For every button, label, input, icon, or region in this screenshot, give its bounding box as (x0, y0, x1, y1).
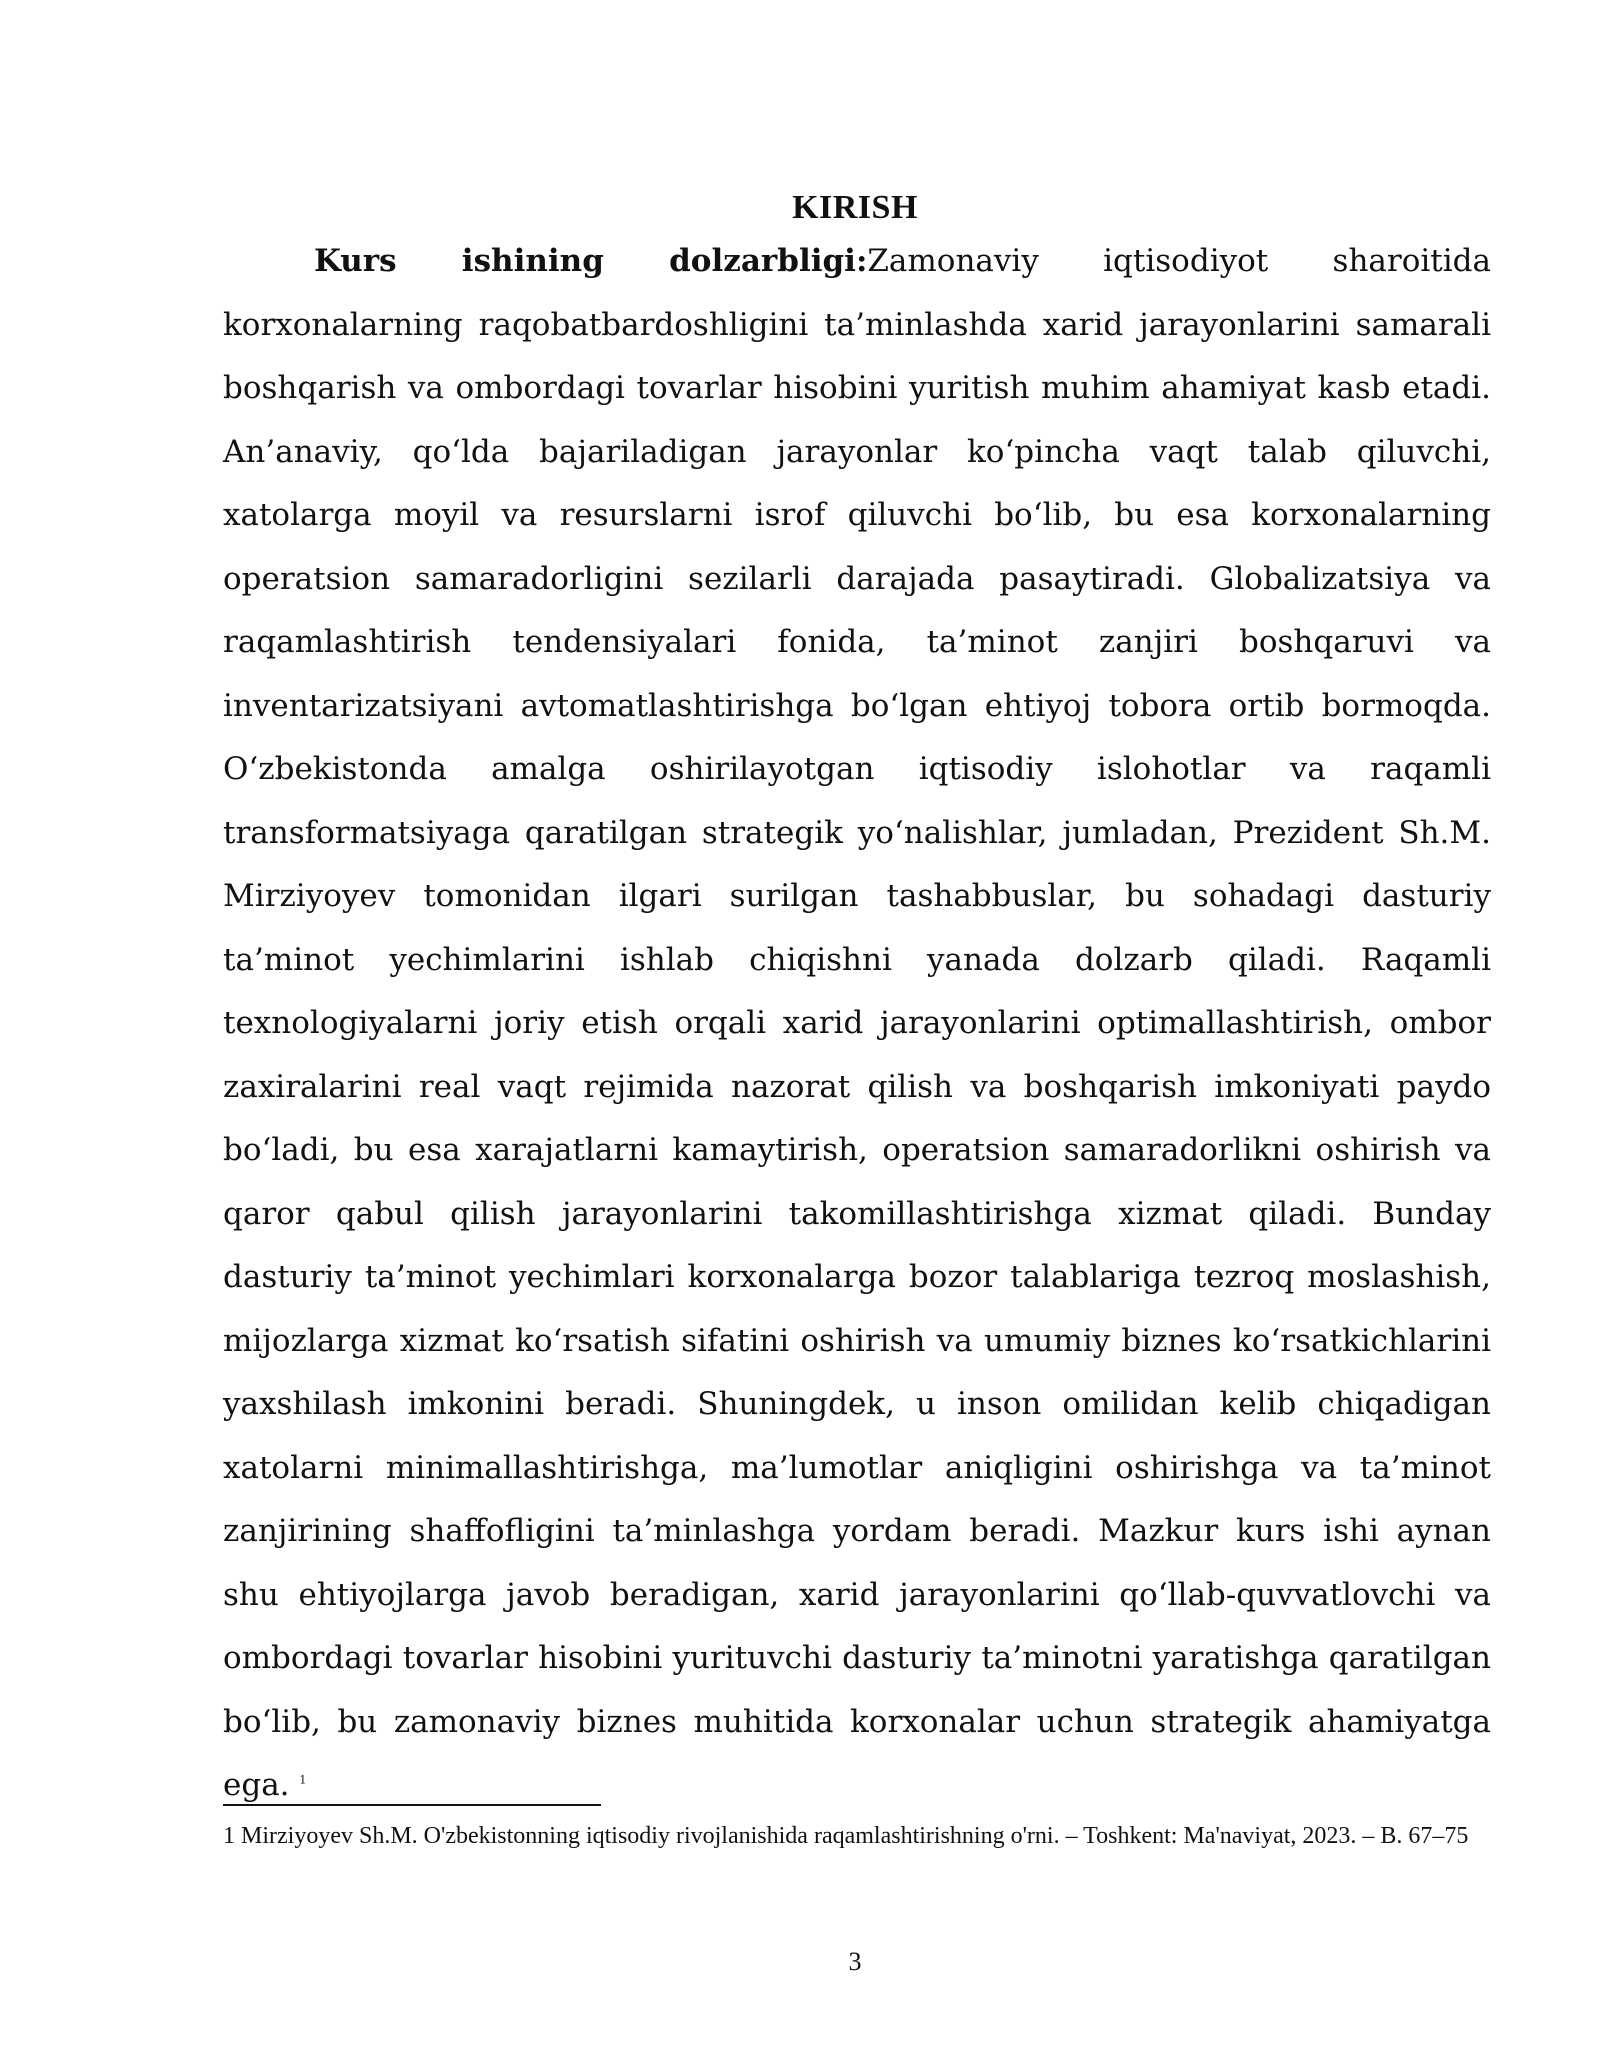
footnote-divider (223, 1804, 601, 1806)
page-number: 3 (848, 1947, 862, 1976)
footnote: 1 Mirziyoyev Sh.M. O'zbekistonning iqtisodiy rivojlanishida raqamlashtirishning o'rni. – Toshkent: Ma'naviyat, 2023. – B. 67–75 (223, 1823, 1469, 1849)
paragraph-text: Zamonaviy iqtisodiyot sharoitida korxonalarning raqobatbardoshligini ta’minlashda xarid jarayonlarini samarali boshqarish va ombordagi tovarlar hisobini yuritish muhim ahamiyat kasb etadi. An’anaviy, qo‘lda bajariladigan jarayonlar ko‘pincha vaqt talab qiluvchi, xatolarga moyil va resurslarni isrof qiluvchi bo‘lib, bu esa korxonalarning operatsion samaradorligini sezilarli darajada pasaytiradi. Globalizatsiya va raqamlashtirish tendensiyalari fonida, ta’minot zanjiri boshqaruvi va inventarizatsiyani avtomatlashtirishga bo‘lgan ehtiyoj tobora ortib bormoqda. O‘zbekistonda amalga oshirilayotgan iqtisodiy islohotlar va raqamli transformatsiyaga qaratilgan strategik yo‘nalishlar, jumladan, Prezident Sh.M. Mirziyoyev tomonidan ilgari surilgan tashabbuslar, bu sohadagi dasturiy ta’minot yechimlarini ishlab chiqishni yanada dolzarb qiladi. Raqamli texnologiyalarni joriy etish orqali xarid jarayonlarini optimallashtirish, ombor zaxiralarini real vaqt rejimida nazorat qilish va boshqarish imkoniyati paydo bo‘ladi, bu esa xarajatlarni kamaytirish, operatsion samaradorlikni oshirish va qaror qabul qilish jarayonlarini takomillashtirishga xizmat qiladi. Bunday dasturiy ta’minot yechimlari korxonalarga bozor talablariga tezroq moslashish, mijozlarga xizmat ko‘rsatish sifatini oshirish va umumiy biznes ko‘rsatkichlarini yaxshilash imkonini beradi. Shuningdek, u inson omilidan kelib chiqadigan xatolarni minimallashtirishga, ma’lumotlar aniqligini oshirishga va ta’minot zanjirining shaffofligini ta’minlashga yordam beradi. Mazkur kurs ishi aynan shu ehtiyojlarga javob beradigan, xarid jarayonlarini qo‘llab-quvvatlovchi va ombordagi tovarlar hisobini yurituvchi dasturiy ta’minotni yaratishga qaratilgan bo‘lib, bu zamonaviy biznes muhitida korxonalar uchun strategik ahamiyatga ega. (223, 243, 1491, 1803)
paragraph-lead: Kurs ishining dolzarbligi: (314, 243, 868, 279)
intro-paragraph (223, 230, 1491, 1818)
footnote-reference[interactable]: 1 (299, 1773, 307, 1787)
section-heading: KIRISH (792, 189, 918, 226)
